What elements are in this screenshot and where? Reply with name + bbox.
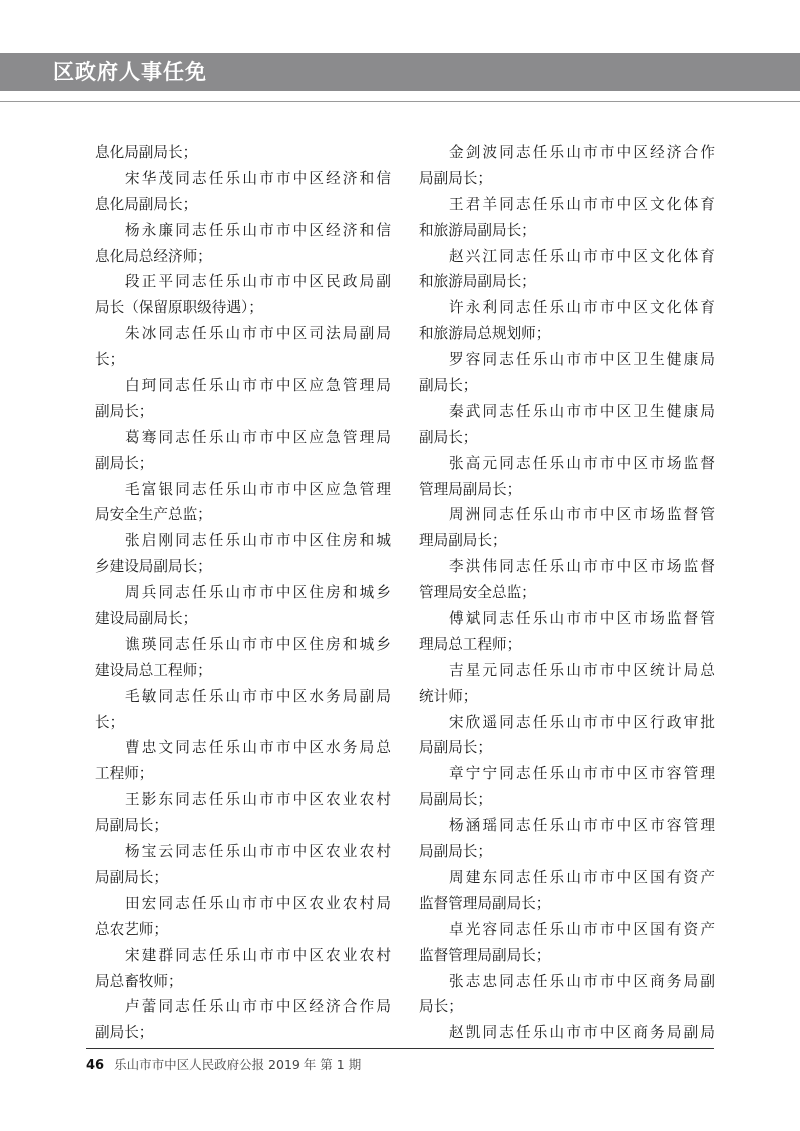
text-line: 王影东同志任乐山市市中区农业农村	[125, 791, 391, 809]
text-line: 息化局副局长；	[95, 195, 198, 213]
text-line: 局副局长；	[419, 791, 492, 809]
text-line: 曹忠文同志任乐山市市中区水务局总	[125, 739, 391, 757]
text-line: 局长（保留原职级待遇）；	[95, 299, 263, 317]
text-line: 和旅游局副局长；	[419, 273, 536, 291]
text-line: 周建东同志任乐山市市中区国有资产	[449, 868, 715, 886]
text-line: 统计师；	[419, 687, 478, 705]
text-line: 宋华茂同志任乐山市市中区经济和信	[125, 169, 391, 187]
text-line: 傅斌同志任乐山市市中区市场监督管	[449, 610, 715, 628]
text-line: 和旅游局总规划师；	[419, 325, 551, 343]
text-line: 毛富银同志任乐山市市中区应急管理	[125, 480, 391, 498]
text-line: 长；	[95, 713, 125, 731]
text-line: 宋欣遥同志任乐山市市中区行政审批	[449, 713, 715, 731]
text-line: 周兵同志任乐山市市中区住房和城乡	[125, 584, 391, 602]
text-line: 朱冰同志任乐山市市中区司法局副局	[125, 325, 391, 343]
text-line: 副局长；	[95, 402, 154, 420]
text-line: 卓光容同志任乐山市市中区国有资产	[449, 920, 715, 938]
text-line: 理局总工程师；	[419, 635, 522, 653]
text-line: 工程师；	[95, 765, 154, 783]
footer	[86, 1056, 361, 1075]
text-line: 监督管理局副局长；	[419, 946, 551, 964]
text-line: 王君羊同志任乐山市市中区文化体育	[449, 195, 715, 213]
text-line: 毛敏同志任乐山市市中区水务局副局	[125, 687, 391, 705]
text-line: 段正平同志任乐山市市中区民政局副	[125, 273, 391, 291]
text-line: 息化局总经济师；	[95, 247, 212, 265]
text-line: 局副局长；	[419, 169, 492, 187]
text-line: 张启刚同志任乐山市市中区住房和城	[125, 532, 391, 550]
right-column	[419, 140, 715, 1046]
text-line: 乡建设局副局长；	[95, 558, 212, 576]
text-line: 局副局长；	[95, 868, 168, 886]
text-line: 息化局副局长；	[95, 144, 198, 161]
text-line: 杨宝云同志任乐山市市中区农业农村	[125, 843, 391, 861]
text-line: 局副局长；	[419, 739, 492, 757]
text-line: 卢蕾同志任乐山市市中区经济合作局	[125, 998, 391, 1016]
text-line: 局安全生产总监；	[95, 506, 212, 524]
text-line: 宋建群同志任乐山市市中区农业农村	[125, 946, 391, 964]
text-line: 许永利同志任乐山市市中区文化体育	[449, 299, 715, 317]
section-title: 区政府人事任免	[53, 60, 207, 84]
text-line: 葛骞同志任乐山市市中区应急管理局	[125, 428, 391, 446]
text-line: 李洪伟同志任乐山市市中区市场监督	[449, 558, 715, 576]
text-line: 谯瑛同志任乐山市市中区住房和城乡	[125, 635, 391, 653]
text-line: 局长；	[419, 998, 463, 1016]
text-line: 局副局长；	[95, 817, 168, 835]
text-line: 和旅游局副局长；	[419, 221, 536, 239]
text-line: 田宏同志任乐山市市中区农业农村局	[125, 894, 391, 912]
text-line: 周洲同志任乐山市市中区市场监督管	[449, 506, 715, 524]
left-column	[95, 140, 391, 1046]
text-line: 建设局副局长；	[95, 610, 198, 628]
text-line: 副局长；	[419, 377, 478, 395]
text-line: 监督管理局副局长；	[419, 894, 551, 912]
text-line: 长；	[95, 351, 125, 369]
text-line: 总农艺师；	[95, 920, 168, 938]
text-line: 张志忠同志任乐山市市中区商务局副	[449, 972, 715, 990]
text-line: 建设局总工程师；	[95, 661, 212, 679]
text-line: 杨涵瑶同志任乐山市市中区市容管理	[449, 817, 715, 835]
text-line: 罗容同志任乐山市市中区卫生健康局	[449, 351, 715, 369]
text-line: 副局长；	[95, 1024, 154, 1042]
text-line: 白珂同志任乐山市市中区应急管理局	[125, 377, 391, 395]
text-line: 副局长；	[95, 454, 154, 472]
text-line: 副局长；	[419, 428, 478, 446]
header-divider	[0, 101, 800, 102]
text-line: 吉星元同志任乐山市市中区统计局总	[449, 661, 715, 679]
page-number: 46	[86, 1058, 105, 1073]
footer-divider	[86, 1048, 714, 1049]
text-line: 赵凯同志任乐山市市中区商务局副局	[449, 1024, 715, 1042]
text-line: 金剑波同志任乐山市市中区经济合作	[449, 144, 715, 161]
text-line: 理局副局长；	[419, 532, 507, 550]
text-line: 章宁宁同志任乐山市市中区市容管理	[449, 765, 715, 783]
publication-name: 乐山市市中区人民政府公报 2019 年 第 1 期	[114, 1057, 362, 1072]
text-line: 张高元同志任乐山市市中区市场监督	[449, 454, 715, 472]
text-line: 秦武同志任乐山市市中区卫生健康局	[449, 402, 715, 420]
text-line: 管理局副局长；	[419, 480, 522, 498]
text-line: 局总畜牧师；	[95, 972, 183, 990]
text-line: 赵兴江同志任乐山市市中区文化体育	[449, 247, 715, 265]
text-line: 局副局长；	[419, 843, 492, 861]
text-line: 杨永廉同志任乐山市市中区经济和信	[125, 221, 391, 239]
text-line: 管理局安全总监；	[419, 584, 536, 602]
